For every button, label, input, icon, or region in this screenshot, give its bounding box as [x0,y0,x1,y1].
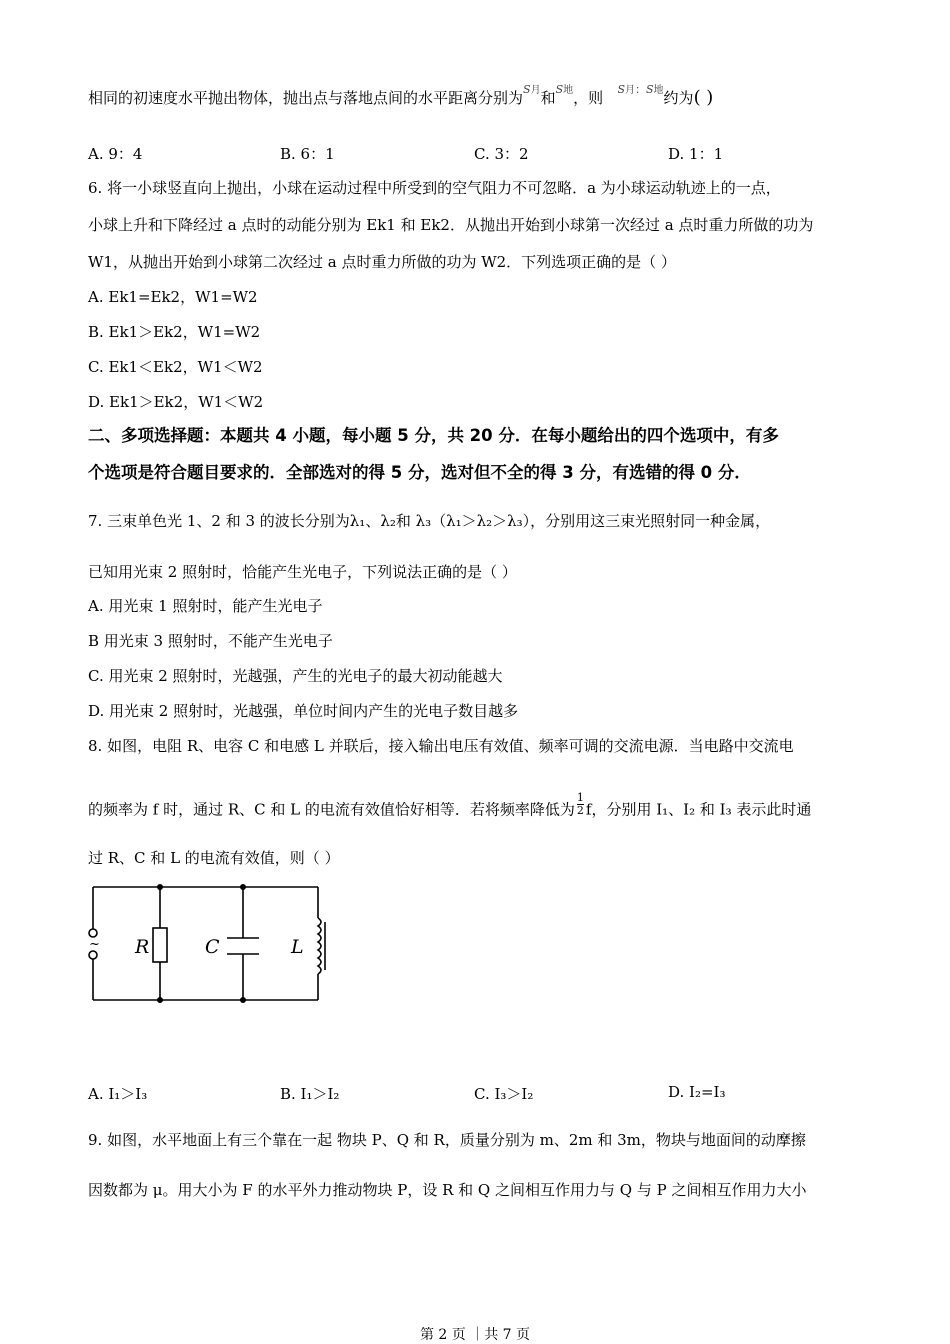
s-moon-2: S月 [617,83,635,96]
q9-line2: 因数都为 μ。用大小为 F 的水平外力推动物块 P，设 R 和 Q 之间相互作用力与 Q 与 P 之间相互作用力大小 [88,1181,807,1199]
q6-line3: W1，从抛出开始到小球第二次经过 a 点时重力所做的功为 W2．下列选项正确的是（ ） [88,253,676,271]
section2-line2: 个选项是符合题目要求的．全部选对的得 5 分，选对但不全的得 3 分，有选错的得 0 分． [88,463,751,482]
q9-line1: 9. 如图，水平地面上有三个靠在一起 物块 P、Q 和 R，质量分别为 m、2m 和 3m，物块与地面间的动摩擦 [88,1131,806,1149]
q7-text-b: λ₁、λ₂和 λ₃（λ₁＞λ₂＞λ₃），分别用这三束光照射同一种金属， [349,512,771,530]
q7-line2: 已知用光束 2 照射时，恰能产生光电子，下列说法正确的是（ ） [88,563,517,581]
q5-option-d: D. 1：1 [668,145,724,163]
q6-option-b: B. Ek1＞Ek2，W1=W2 [88,323,261,341]
q7-option-d: D. 用光束 2 照射时，光越强，单位时间内产生的光电子数目越多 [88,702,519,720]
q5-text-a: 相同的初速度水平抛出物体，抛出点与落地点间的水平距离分别为 [88,89,524,107]
q6-option-c: C. Ek1＜Ek2，W1＜W2 [88,358,263,376]
q8-frac-den: 2 [576,804,584,817]
q8-option-c: C. I₃＞I₂ [474,1085,534,1103]
q7-line1 [88,511,770,531]
page-footer: 第 2 页 ｜共 7 页 [419,1327,531,1343]
q5-line1 [88,83,714,111]
q8-frac-num: 1 [576,791,584,804]
q5-text-b: ，则 [573,89,604,107]
q7-option-b: B 用光束 3 照射时，不能产生光电子 [88,632,333,650]
label-l: L [291,936,304,958]
q5-option-c: C. 3：2 [474,145,529,163]
s-earth-1: S地 [555,83,574,96]
q8-option-a: A. I₁＞I₃ [88,1085,148,1103]
q8-option-b: B. I₁＞I₂ [280,1085,340,1103]
q7-option-c: C. 用光束 2 照射时，光越强，产生的光电子的最大初动能越大 [88,667,503,685]
label-r: R [135,936,150,958]
q6-line1: 6. 将一小球竖直向上抛出，小球在运动过程中所受到的空气阻力不可忽略．a 为小球运动轨迹上的一点， [88,179,781,197]
ac-source-symbol: ~ [89,937,100,952]
label-c: C [205,936,220,958]
q6-option-d: D. Ek1＞Ek2，W1＜W2 [88,393,264,411]
q8-line1: 8. 如图，电阻 R、电容 C 和电感 L 并联后，接入输出电压有效值、频率可调的交流电源．当电路中交流电 [88,737,794,755]
q6-option-a: A. Ek1=Ek2，W1=W2 [88,288,258,306]
q5-colon: ： [635,83,646,96]
q8-text-a: 的频率为 f 时，通过 R、C 和 L 的电流有效值恰好相等．若将频率降低为 [88,800,575,819]
q8-line3: 过 R、C 和 L 的电流有效值，则（ ） [88,849,340,867]
q8-line2 [88,791,812,823]
q5-option-b: B. 6：1 [280,145,335,163]
q8-fraction [577,792,584,817]
s-moon-1: S月 [523,83,541,96]
q5-option-a: A. 9：4 [88,145,143,163]
q5-text-c: 约为 [663,89,694,107]
circuit-diagram [86,878,336,1008]
s-earth-2: S地 [646,83,664,96]
q7-option-a: A. 用光束 1 照射时，能产生光电子 [88,597,323,615]
section2-line1: 二、多项选择题：本题共 4 小题，每小题 5 分，共 20 分．在每小题给出的四个选项中，有多 [88,426,779,445]
q8-text-b: f，分别用 I₁、I₂ 和 I₃ 表示此时通 [585,800,812,819]
q5-and: 和 [540,89,556,107]
q5-paren: ( ) [693,87,714,108]
q8-option-d: D. I₂=I₃ [668,1083,726,1101]
q7-text-a: 7. 三束单色光 1、2 和 3 的波长分别为 [88,512,350,530]
q6-line2: 小球上升和下降经过 a 点时的动能分别为 Ek1 和 Ek2．从抛出开始到小球第一次经过 a 点时重力所做的功为 [88,216,814,234]
